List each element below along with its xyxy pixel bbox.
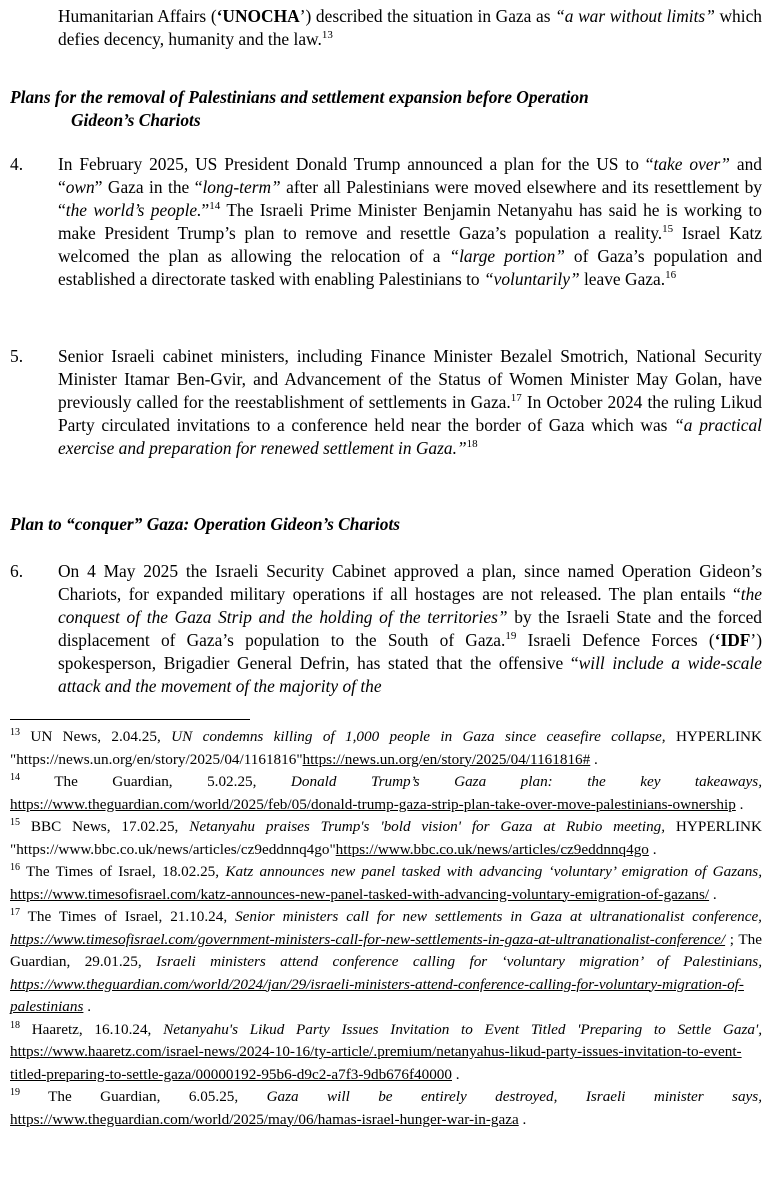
footnote-17: $^{17}$ The Times of Israel, 21.10.24, Senior ministers call for new settlements in Gaza at ultranationalist conference, https://www.timesofisrael.com/government-ministers-call-for-new-settlements-in-gaza-at-ultranationalist-conference/ ; The Guardian, 29.01.25, Israeli ministers attend conference calling for ‘voluntary migration’ of Palestinians, https://www.theguardian.com/world/2024/jan/29/israeli-ministers-attend-conference-calling-for-voluntary-migration-of-palestinians . bbox=[10, 906, 762, 1015]
footnote-ref-14[interactable]: 14 bbox=[209, 200, 221, 213]
paragraph-text: In February 2025, US President Donald Trump announced a plan for the US to “take over” and “own” Gaza in the “long-term” after all Palestinians were moved elsewhere and its resettlement by “the world’s people.”$^{14}$ The Israeli Prime Minister Benjamin Netanyahu has said he is working to make President Trump’s plan to remove and resettle Gaza’s population a reality.$^{15}$ Israel Katz welcomed the plan as allowing the relocation of a “large portion” of Gaza’s population and established a directorate tasked with enabling Palestinians to “voluntarily” leave Gaza.$^{16}$ bbox=[58, 154, 763, 289]
footnote-ref-18[interactable]: 18 bbox=[466, 438, 478, 451]
footnote-link[interactable]: https://news.un.org/en/story/2025/04/1161816# bbox=[302, 750, 591, 768]
footnote-ref-17[interactable]: 17 bbox=[510, 392, 522, 405]
paragraph-4 bbox=[10, 153, 762, 291]
paragraph-number: 6. bbox=[10, 561, 24, 581]
footnote-16: $^{16}$ The Times of Israel, 18.02.25, Katz announces new panel tasked with advancing ‘voluntary’ emigration of Gazans, https://www.timesofisrael.com/katz-announces-new-panel-tasked-with-advancing-voluntary-emigration-of-gazans/ . bbox=[10, 861, 762, 903]
footnote-14: $^{14}$ The Guardian, 5.02.25, Donald Trump’s Gaza plan: the key takeaways, https://www.theguardian.com/world/2025/feb/05/donald-trump-gaza-strip-plan-take-over-move-palestinians-ownership . bbox=[10, 771, 762, 813]
intro-text: ’) described the situation in Gaza as bbox=[299, 6, 556, 26]
footnotes bbox=[10, 726, 762, 1131]
footnote-link[interactable]: https://www.timesofisrael.com/katz-announces-new-panel-tasked-with-advancing-voluntary-emigration-of-gazans/ bbox=[10, 885, 710, 903]
paragraph-text: On 4 May 2025 the Israeli Security Cabinet approved a plan, since named Operation Gideon’s Chariots, for expanded military operations if all hostages are not released. The plan entails “the conquest of the Gaza Strip and the holding of the territories” by the Israeli State and the forced displacement of Gaza’s population to the South of Gaza.$^{19}$ Israeli Defence Forces (‘IDF’) spokesperson, Brigadier General Defrin, has stated that the offensive “will include a wide-scale attack and the movement of the majority of the bbox=[58, 561, 763, 696]
footnote-link[interactable]: https://www.theguardian.com/world/2024/jan/29/israeli-ministers-attend-conference-calling-for-voluntary-migration-of-palestinians bbox=[10, 975, 744, 1015]
paragraph-5 bbox=[10, 345, 762, 460]
footnote-link[interactable]: https://www.bbc.co.uk/news/articles/cz9eddnnq4go bbox=[335, 840, 649, 858]
footnote-ref-15[interactable]: 15 bbox=[662, 223, 674, 236]
footnote-13: $^{13}$ UN News, 2.04.25, UN condemns killing of 1,000 people in Gaza since ceasefire collapse, HYPERLINK "https://news.un.org/en/story/2025/04/1161816"https://news.un.org/en/story/2025/04/1161816# . bbox=[10, 726, 762, 768]
footnote-link[interactable]: https://www.theguardian.com/world/2025/may/06/hamas-israel-hunger-war-in-gaza bbox=[10, 1110, 519, 1128]
heading-line-2: Gideon’s Chariots bbox=[71, 110, 201, 130]
paragraph-text: Senior Israeli cabinet ministers, including Finance Minister Bezalel Smotrich, National Security Minister Itamar Ben-Gvir, and Advancement of the Status of Women Minister May Golan, have previously called for the reestablishment of settlements in Gaza.$^{17}$ In October 2024 the ruling Likud Party circulated invitations to a conference held near the border of Gaza which was “a practical exercise and preparation for renewed settlement in Gaza.”$^{18}$ bbox=[58, 346, 762, 458]
paragraph-number: 4. bbox=[10, 154, 24, 174]
heading-line-1: Plans for the removal of Palestinians and settlement expansion before Operation bbox=[10, 87, 589, 107]
footnote-19: $^{19}$ The Guardian, 6.05.25, Gaza will be entirely destroyed, Israeli minister says, https://www.theguardian.com/world/2025/may/06/hamas-israel-hunger-war-in-gaza . bbox=[10, 1086, 762, 1128]
footnote-link[interactable]: https://www.haaretz.com/israel-news/2024-10-16/ty-article/.premium/netanyahus-likud-party-issues-invitation-to-event-titled-preparing-to-settle-gaza/00000192-95b6-d9c2-a7f3-9db676f40000 bbox=[10, 1043, 742, 1083]
unocha-acronym: ‘UNOCHA bbox=[216, 6, 300, 26]
footnote-18: $^{18}$ Haaretz, 16.10.24, Netanyahu's Likud Party Issues Invitation to Event Titled 'Preparing to Settle Gaza', https://www.haaretz.com/israel-news/2024-10-16/ty-article/.premium/netanyahus-likud-party-issues-invitation-to-event-titled-preparing-to-settle-gaza/00000192-95b6-d9c2-a7f3-9db676f40000 . bbox=[10, 1019, 762, 1083]
footnote-ref-19[interactable]: 19 bbox=[505, 630, 517, 643]
intro-paragraph bbox=[58, 5, 762, 51]
footnote-15: $^{15}$ BBC News, 17.02.25, Netanyahu praises Trump's 'bold vision' for Gaza at Rubio meeting, HYPERLINK "https://www.bbc.co.uk/news/articles/cz9eddnnq4go"https://www.bbc.co.uk/news/articles/cz9eddnnq4go . bbox=[10, 816, 762, 858]
intro-quote: “a war without limits” bbox=[555, 6, 715, 26]
intro-text: Humanitarian Affairs ( bbox=[58, 6, 217, 26]
section-heading-conquer: Plan to “conquer” Gaza: Operation Gideon’s Chariots bbox=[10, 514, 401, 534]
footnote-separator bbox=[10, 719, 250, 720]
footnote-ref-13[interactable]: 13 bbox=[321, 29, 333, 42]
section-heading-removal bbox=[10, 86, 750, 132]
paragraph-number: 5. bbox=[10, 346, 24, 366]
footnote-link[interactable]: https://www.timesofisrael.com/government-ministers-call-for-new-settlements-in-gaza-at-ultranationalist-conference/ bbox=[10, 930, 726, 948]
footnote-link[interactable]: https://www.theguardian.com/world/2025/feb/05/donald-trump-gaza-strip-plan-take-over-move-palestinians-ownership bbox=[10, 795, 736, 813]
intro-text: which defies decency, humanity and the law. bbox=[58, 6, 762, 49]
footnote-ref-16[interactable]: 16 bbox=[665, 269, 677, 282]
paragraph-6 bbox=[10, 560, 762, 698]
